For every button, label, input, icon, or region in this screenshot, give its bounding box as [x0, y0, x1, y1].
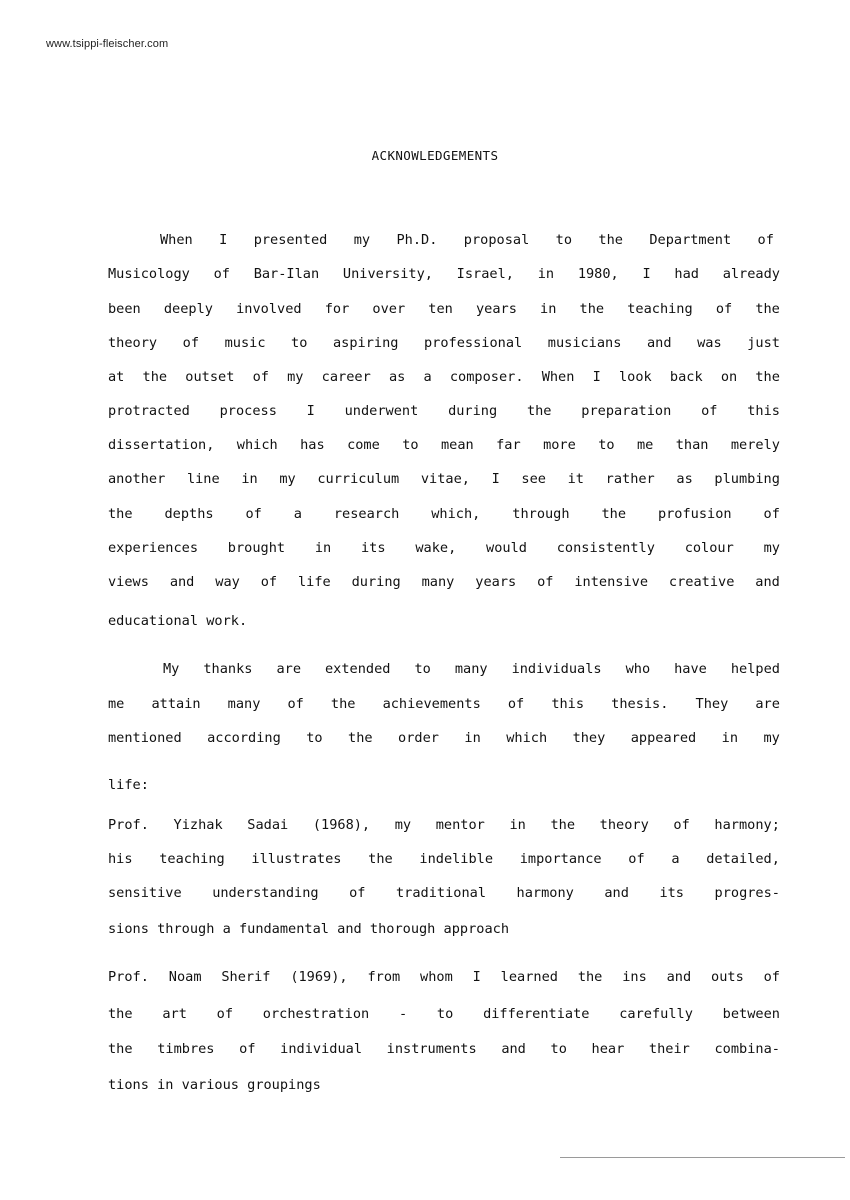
word: was	[697, 335, 722, 351]
word: as	[388, 369, 406, 385]
word: a	[671, 851, 680, 867]
scan-edge-line	[560, 1157, 845, 1158]
word: to	[555, 232, 573, 248]
word: many	[227, 696, 261, 712]
word: their	[648, 1041, 690, 1057]
word: to	[291, 335, 308, 351]
word: the	[526, 403, 552, 419]
word: the	[330, 696, 356, 712]
word: musicians	[547, 335, 622, 351]
word: Prof.	[108, 969, 149, 985]
word: my	[279, 471, 296, 487]
word: who	[625, 661, 651, 677]
word: traditional	[396, 885, 487, 901]
text-line	[108, 728, 780, 748]
word: differentiate	[483, 1006, 590, 1022]
word: hear	[591, 1041, 625, 1057]
word: life	[297, 574, 331, 590]
word: consistently	[556, 540, 655, 556]
word: the	[108, 1006, 133, 1022]
word: of	[245, 506, 262, 522]
word: on	[720, 369, 738, 385]
word: order	[398, 730, 439, 746]
word: this	[551, 696, 585, 712]
word: and	[646, 335, 672, 351]
word: between	[722, 1006, 780, 1022]
word: of	[252, 369, 269, 385]
text-line: educational work.	[108, 613, 248, 629]
word: and	[169, 574, 195, 590]
word: music	[224, 335, 266, 351]
word: of	[213, 266, 230, 282]
word: in	[537, 266, 555, 282]
word: of	[537, 574, 554, 590]
word: its	[361, 540, 386, 556]
word: the	[577, 969, 603, 985]
word: more	[543, 437, 576, 453]
word: been	[108, 301, 141, 317]
word: the	[579, 301, 605, 317]
text-line	[108, 504, 780, 524]
word: would	[486, 540, 527, 556]
word: already	[722, 266, 780, 282]
word: to	[550, 1041, 567, 1057]
word: have	[674, 661, 707, 677]
word: dissertation,	[108, 437, 215, 453]
word: another	[108, 471, 166, 487]
word: harmony;	[714, 817, 780, 833]
word: ten	[428, 301, 453, 317]
word: Bar-Ilan	[253, 266, 320, 282]
word: my	[353, 232, 371, 248]
text-line	[108, 1004, 780, 1024]
text-line	[108, 367, 780, 387]
word: theory	[599, 817, 649, 833]
word: Sherif	[221, 969, 271, 985]
text-line	[108, 967, 780, 987]
word: in	[464, 730, 481, 746]
word: Noam	[168, 969, 202, 985]
word: of	[287, 696, 304, 712]
word: which	[506, 730, 548, 746]
word: back	[669, 369, 703, 385]
text-line	[108, 694, 780, 714]
word: views	[108, 574, 149, 590]
word: research	[333, 506, 400, 522]
text-line	[108, 538, 780, 558]
word: teaching	[627, 301, 693, 317]
text-line: life:	[108, 777, 149, 793]
word: I	[472, 969, 481, 985]
word: the	[601, 506, 627, 522]
word: of	[763, 969, 780, 985]
word: progres-	[714, 885, 780, 901]
word: the	[368, 851, 393, 867]
word: individual	[280, 1041, 362, 1057]
word: years	[475, 301, 517, 317]
word: over	[372, 301, 406, 317]
word: composer.	[449, 369, 524, 385]
word: depths	[164, 506, 214, 522]
word: attain	[151, 696, 201, 712]
word: of	[349, 885, 366, 901]
word: in	[509, 817, 526, 833]
word: far	[496, 437, 521, 453]
word: outset	[185, 369, 235, 385]
word: according	[207, 730, 281, 746]
word: than	[675, 437, 709, 453]
word: illustrates	[251, 851, 342, 867]
word: this	[747, 403, 780, 419]
word: and	[604, 885, 629, 901]
word: many	[421, 574, 455, 590]
word: my	[763, 540, 780, 556]
word: for	[324, 301, 350, 317]
word: to	[436, 1006, 454, 1022]
word: colour	[684, 540, 734, 556]
word: during	[448, 403, 498, 419]
text-line: tions in various groupings	[108, 1077, 321, 1093]
word: understanding	[212, 885, 319, 901]
word: of	[763, 506, 780, 522]
word: thesis.	[611, 696, 669, 712]
word: me	[636, 437, 654, 453]
text-line: sions through a fundamental and thorough approach	[108, 921, 510, 937]
word: my	[287, 369, 304, 385]
word: mentioned	[108, 730, 182, 746]
word: has	[300, 437, 325, 453]
word: way	[215, 574, 240, 590]
word: of	[182, 335, 200, 351]
word: of	[628, 851, 645, 867]
word: of	[507, 696, 525, 712]
word: mean	[440, 437, 474, 453]
word: and	[501, 1041, 526, 1057]
word: helped	[730, 661, 780, 677]
text-line	[108, 1039, 780, 1059]
word: theory	[108, 335, 158, 351]
word: me	[108, 696, 125, 712]
word: to	[414, 661, 431, 677]
word: I	[219, 232, 228, 248]
word: intensive	[574, 574, 649, 590]
word: proposal	[463, 232, 530, 248]
word: rather	[605, 471, 655, 487]
word: look	[618, 369, 652, 385]
word: carefully	[619, 1006, 693, 1022]
word: Sadai	[247, 817, 289, 833]
word: the	[348, 730, 373, 746]
word: during	[351, 574, 401, 590]
word: instruments	[386, 1041, 477, 1057]
word: the	[598, 232, 623, 248]
word: -	[398, 1006, 408, 1022]
word: as	[676, 471, 693, 487]
word: come	[347, 437, 380, 453]
word: My	[163, 661, 180, 677]
word: through	[512, 506, 570, 522]
word: a	[293, 506, 302, 522]
word: my	[394, 817, 412, 833]
word: of	[260, 574, 278, 590]
word: professional	[424, 335, 523, 351]
word: detailed,	[706, 851, 780, 867]
word: they	[572, 730, 606, 746]
word: creative	[668, 574, 735, 590]
word: combina-	[714, 1041, 780, 1057]
word: indelible	[419, 851, 494, 867]
word: years	[475, 574, 517, 590]
word: Ph.D.	[396, 232, 438, 248]
word: see	[521, 471, 546, 487]
word: importance	[519, 851, 602, 867]
word: Yizhak	[173, 817, 223, 833]
word: outs	[711, 969, 744, 985]
word: I	[592, 369, 601, 385]
text-line	[108, 849, 780, 869]
word: in	[241, 471, 258, 487]
word: in	[314, 540, 332, 556]
word: extended	[325, 661, 391, 677]
word: the	[755, 301, 780, 317]
text-line	[108, 264, 780, 284]
text-line	[160, 230, 774, 250]
word: had	[674, 266, 699, 282]
word: Department	[649, 232, 732, 248]
word: of	[757, 232, 774, 248]
text-line	[163, 659, 780, 679]
word: are	[755, 696, 780, 712]
word: his	[108, 851, 133, 867]
word: my	[763, 730, 780, 746]
word: (1969),	[290, 969, 348, 985]
word: its	[659, 885, 684, 901]
word: University,	[342, 266, 433, 282]
word: 1980,	[577, 266, 619, 282]
word: underwent	[344, 403, 419, 419]
word: presented	[253, 232, 328, 248]
word: many	[454, 661, 488, 677]
word: to	[306, 730, 323, 746]
page-heading: ACKNOWLEDGEMENTS	[371, 148, 499, 163]
word: deeply	[163, 301, 213, 317]
word: aspiring	[332, 335, 399, 351]
word: They	[695, 696, 729, 712]
word: experiences	[108, 540, 199, 556]
word: sensitive	[108, 885, 182, 901]
word: of	[715, 301, 733, 317]
word: of	[673, 817, 690, 833]
text-line	[108, 435, 780, 455]
word: to	[598, 437, 615, 453]
text-line	[108, 469, 780, 489]
word: which,	[431, 506, 481, 522]
text-line	[108, 815, 780, 835]
word: in	[540, 301, 557, 317]
word: orchestration	[262, 1006, 370, 1022]
text-line	[108, 401, 780, 421]
word: art	[162, 1006, 187, 1022]
text-line	[108, 572, 780, 592]
word: I	[306, 403, 315, 419]
word: of	[239, 1041, 256, 1057]
word: process	[219, 403, 277, 419]
word: thanks	[203, 661, 253, 677]
word: (1968),	[312, 817, 371, 833]
word: career	[321, 369, 371, 385]
word: of	[701, 403, 718, 419]
word: protracted	[108, 403, 190, 419]
word: which	[236, 437, 278, 453]
word: learned	[500, 969, 558, 985]
word: and	[755, 574, 780, 590]
word: are	[276, 661, 302, 677]
word: brought	[227, 540, 286, 556]
word: just	[747, 335, 780, 351]
word: achievements	[382, 696, 481, 712]
word: merely	[730, 437, 780, 453]
word: teaching	[159, 851, 225, 867]
word: When	[160, 232, 193, 248]
word: the	[108, 1041, 133, 1057]
word: Musicology	[108, 266, 190, 282]
word: When	[541, 369, 575, 385]
word: the	[755, 369, 780, 385]
word: vitae,	[420, 471, 470, 487]
word: the	[108, 506, 133, 522]
word: a	[423, 369, 432, 385]
word: line	[186, 471, 220, 487]
word: I	[642, 266, 651, 282]
word: it	[567, 471, 584, 487]
word: plumbing	[714, 471, 780, 487]
word: curriculum	[317, 471, 400, 487]
word: at	[108, 369, 125, 385]
word: to	[402, 437, 419, 453]
word: Prof.	[108, 817, 149, 833]
website-watermark: www.tsippi-fleischer.com	[46, 38, 169, 50]
word: harmony	[516, 885, 574, 901]
word: timbres	[157, 1041, 215, 1057]
word: from	[367, 969, 401, 985]
text-line	[108, 299, 780, 319]
word: mentor	[435, 817, 485, 833]
word: profusion	[657, 506, 732, 522]
word: wake,	[415, 540, 457, 556]
text-line	[108, 333, 780, 353]
word: of	[216, 1006, 234, 1022]
word: appeared	[630, 730, 697, 746]
word: individuals	[511, 661, 602, 677]
word: Israel,	[456, 266, 514, 282]
word: involved	[236, 301, 302, 317]
word: I	[491, 471, 500, 487]
word: in	[721, 730, 739, 746]
word: the	[142, 369, 168, 385]
word: preparation	[581, 403, 672, 419]
word: the	[550, 817, 576, 833]
text-line	[108, 883, 780, 903]
word: and	[666, 969, 692, 985]
word: ins	[622, 969, 647, 985]
word: whom	[420, 969, 453, 985]
